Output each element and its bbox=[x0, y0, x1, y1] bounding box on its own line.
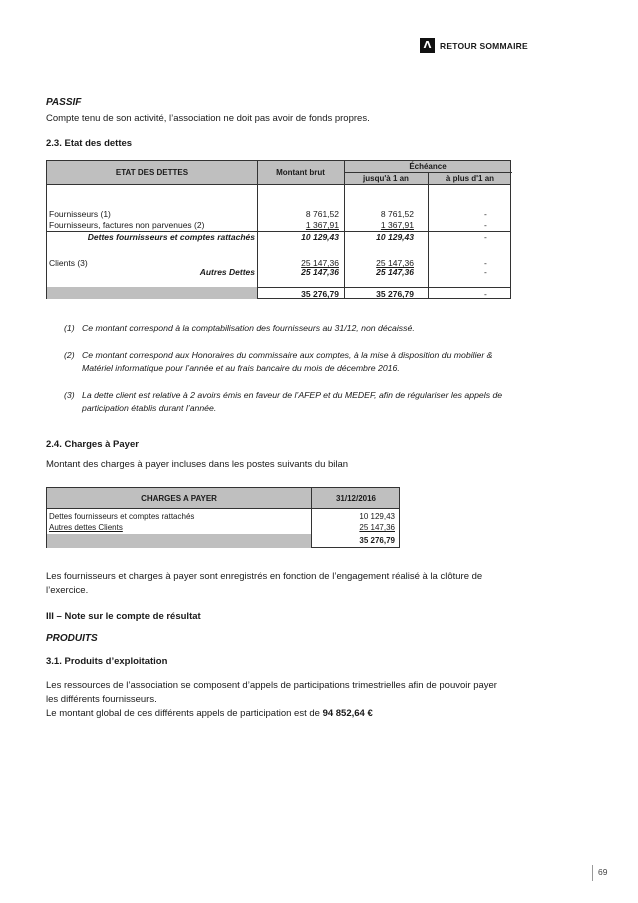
table-row-label: Autres dettes Clients bbox=[49, 523, 123, 532]
autres-dettes-1an: 25 147,36 bbox=[376, 267, 414, 277]
etat-dettes-heading: 2.3. Etat des dettes bbox=[46, 138, 133, 149]
resultat-text-1: Les ressources de l’association se composent d’appels de participations trimestrielles afin de pouvoir payer les différents fournisseurs. bbox=[46, 680, 497, 705]
subtotal-1an: 10 129,43 bbox=[376, 232, 414, 242]
resultat-text-2: Le montant global de ces différents appels de participation est de 94 852,64 € bbox=[46, 708, 373, 719]
table-row-1an: 25 147,36 bbox=[376, 258, 414, 268]
charges-total: 35 276,79 bbox=[359, 536, 395, 545]
col-date-header: 31/12/2016 bbox=[335, 494, 377, 503]
charges-heading: 2.4. Charges à Payer bbox=[46, 439, 139, 450]
passif-intro: Compte tenu de son activité, l’association ne doit pas avoir de fonds propres. bbox=[46, 113, 370, 124]
table-row-label: Fournisseurs (1) bbox=[49, 209, 111, 219]
col-etat-header: ETAT DES DETTES bbox=[115, 168, 189, 177]
produits-title: PRODUITS bbox=[46, 633, 98, 644]
total-1an: 35 276,79 bbox=[376, 289, 414, 299]
table-row-brut: 1 367,91 bbox=[305, 220, 339, 230]
table-row-brut: 25 147,36 bbox=[301, 258, 339, 268]
table-row-plus: - bbox=[484, 220, 487, 230]
table-row-plus: - bbox=[484, 209, 487, 219]
table-row-value: 25 147,36 bbox=[359, 523, 395, 532]
col-echeance-header: Échéance bbox=[409, 162, 447, 171]
retour-sommaire-link[interactable] bbox=[420, 38, 528, 53]
col-1an-header: jusqu'à 1 an bbox=[363, 174, 409, 183]
col-plus1an-header: à plus d'1 an bbox=[445, 174, 495, 183]
charges-intro: Montant des charges à payer incluses dans les postes suivants du bilan bbox=[46, 459, 349, 470]
subtotal-brut: 10 129,43 bbox=[301, 232, 339, 242]
page-number: 69 bbox=[598, 867, 608, 877]
table-row-1an: 1 367,91 bbox=[380, 220, 414, 230]
total-row-bg bbox=[47, 287, 257, 299]
total-brut: 35 276,79 bbox=[301, 289, 339, 299]
col-brut-header: Montant brut bbox=[276, 168, 325, 177]
table-row-label: Fournisseurs, factures non parvenues (2) bbox=[49, 220, 205, 230]
table-row-label: Dettes fournisseurs et comptes rattachés bbox=[49, 512, 195, 521]
table-row-label: Clients (3) bbox=[49, 258, 88, 268]
charges-table bbox=[46, 487, 400, 548]
caret-up-icon: Λ bbox=[420, 38, 435, 53]
table-row-plus: - bbox=[484, 258, 487, 268]
subtotal-label: Dettes fournisseurs et comptes rattachés bbox=[87, 232, 255, 242]
resultat-heading: III – Note sur le compte de résultat bbox=[46, 611, 201, 622]
produits-exploitation-heading: 3.1. Produits d’exploitation bbox=[46, 656, 168, 667]
total-row-bg bbox=[47, 534, 311, 548]
passif-title: PASSIF bbox=[46, 97, 82, 108]
page-number-divider bbox=[592, 865, 593, 881]
autres-dettes-label: Autres Dettes bbox=[199, 267, 255, 277]
col-charges-header: CHARGES A PAYER bbox=[141, 494, 217, 503]
retour-sommaire-label: RETOUR SOMMAIRE bbox=[440, 40, 528, 51]
table-row-value: 10 129,43 bbox=[359, 512, 395, 521]
subtotal-plus: - bbox=[484, 232, 487, 242]
autres-dettes-plus: - bbox=[484, 267, 487, 277]
total-plus: - bbox=[484, 289, 487, 299]
table-row-1an: 8 761,52 bbox=[380, 209, 414, 219]
autres-dettes-brut: 25 147,36 bbox=[301, 267, 339, 277]
montant-global: 94 852,64 € bbox=[322, 708, 373, 719]
etat-dettes-table bbox=[46, 160, 511, 299]
charges-after-text: Les fournisseurs et charges à payer sont enregistrés en fonction de l’engagement réalisé à la clôture de l’exercice. bbox=[46, 571, 483, 596]
table-row-brut: 8 761,52 bbox=[305, 209, 339, 219]
